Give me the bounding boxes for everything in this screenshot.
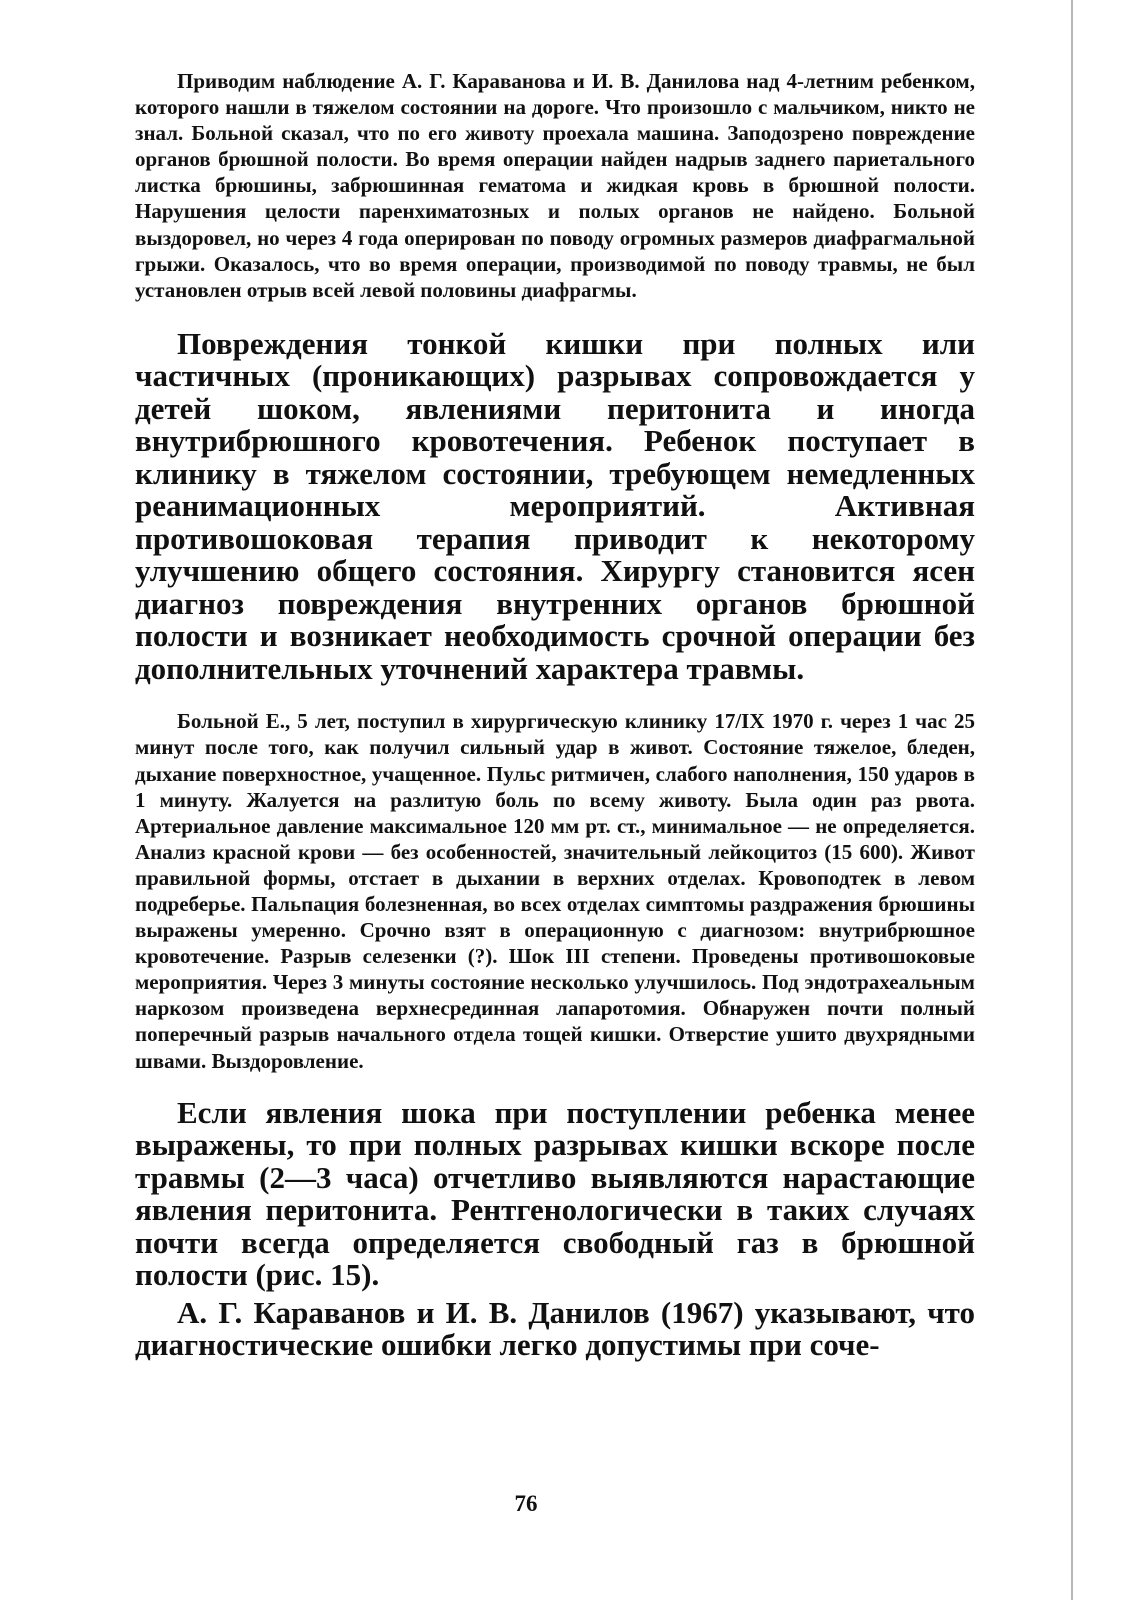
main-text-paragraph-injuries: Повреждения тонкой кишки при полных или частичных (проникающих) разрывах сопровождается у детей шоком, явлениями перитонита и иногда внутрибрюшного кровотечения. Ребенок поступает в клинику в тяжелом состоянии, требующем немедленных реанимационных мероприятий. Активная противошоковая терапия приводит к некоторому улучшению общего состояния. Хирургу становится ясен диагноз повреждения внутренних органов брюшной полости и возникает необходимость срочной операции без дополнительных уточнений характера травмы. <box>135 325 975 686</box>
page-number: 76 <box>514 1491 538 1516</box>
case-observation-paragraph: Приводим наблюдение А. Г. Караванова и И. В. Данилова над 4-летним ребенком, которого нашли в тяжелом состоянии на дороге. Что произошло с мальчиком, никто не знал. Больной сказал, что по его животу проехала машина. Заподозрено повреждение органов брюшной полости. Во время операции найден надрыв заднего париетального листка брюшины, забрюшинная гематома и жидкая кровь в брюшной полости. Нарушения целости паренхиматозных и полых органов не найдено. Больной выздоровел, но через 4 года оперирован по поводу огромных размеров диафрагмальной грыжи. Оказалось, что во время операции, производимой по поводу травмы, не был установлен отрыв всей левой половины диафрагмы. <box>135 69 975 302</box>
case-report-paragraph: Больной Е., 5 лет, поступил в хирургическую клинику 17/IX 1970 г. через 1 час 25 минут после того, как получил сильный удар в живот. Состояние тяжелое, бледен, дыхание поверхностное, учащенное. Пульс ритмичен, слабого наполнения, 150 ударов в 1 минуту. Жалуется на разлитую боль по всему животу. Была один раз рвота. Артериальное давление максимальное 120 мм рт. ст., минимальное — не определяется. Анализ красной крови — без особенностей, значительный лейкоцитоз (15 600). Живот правильной формы, отстает в дыхании в верхних отделах. Кровоподтек в левом подреберье. Пальпация болезненная, во всех отделах симптомы раздражения брюшины выражены умеренно. Срочно взят в операционную с диагнозом: внутрибрюшное кровотечение. Разрыв селезенки (?). Шок III степени. Проведены противошоковые мероприятия. Через 3 минуты состояние несколько улучшилось. Под эндотрахеальным наркозом произведена верхнесрединная лапаротомия. Обнаружен почти полный поперечный разрыв начального отдела тощей кишки. Отверстие ушито двухрядными швами. Выздоровление. <box>135 709 975 1073</box>
book-page <box>135 68 975 1362</box>
main-text-paragraph-peritonitis: Если явления шока при поступлении ребенка менее выражены, то при полных разрывах кишки вскоре после травмы (2—3 часа) отчетливо выявляются нарастающие явления перитонита. Рентгенологически в таких случаях почти всегда определяется свободный газ в брюшной полости (рис. 15). <box>135 1094 975 1293</box>
main-text-paragraph-citation: А. Г. Караванов и И. В. Данилов (1967) указывают, что диагностические ошибки легко допустимы при соче- <box>135 1294 975 1363</box>
page-edge-line <box>1071 0 1073 1600</box>
